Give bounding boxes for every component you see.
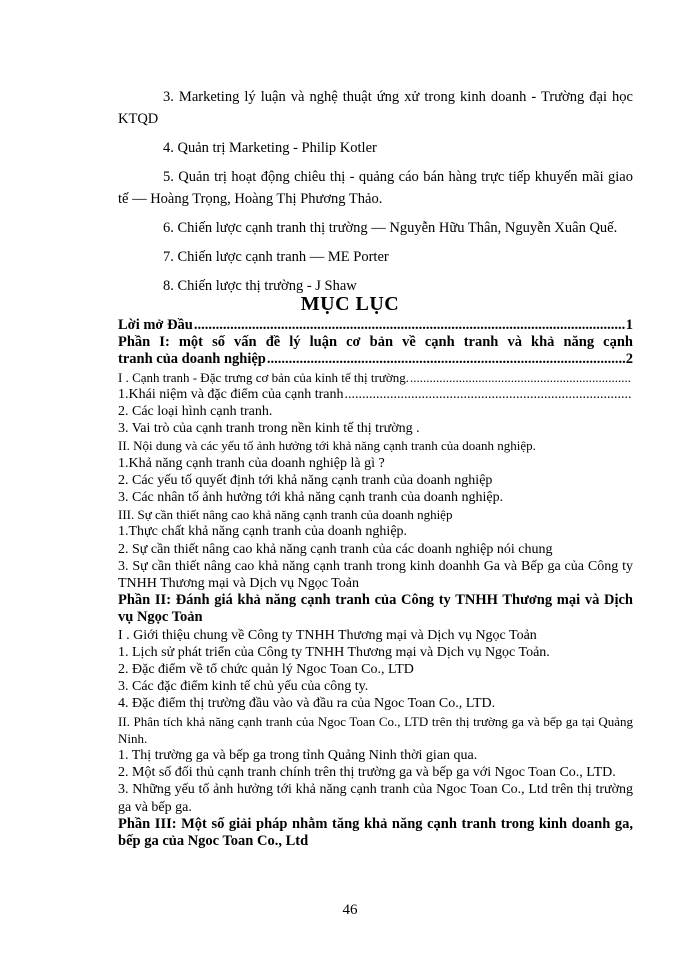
leader-dots xyxy=(410,369,632,386)
reference-item: 7. Chiến lược cạnh tranh — ME Porter xyxy=(163,249,389,265)
toc-entry-text: Lời mở Đầu xyxy=(118,317,193,333)
reference-item: 4. Quản trị Marketing - Philip Kotler xyxy=(163,140,377,156)
toc-subsection: 2. Các loại hình cạnh tranh. xyxy=(118,404,273,420)
leader-dots xyxy=(194,317,625,334)
toc-subsection: 2. Một số đối thủ cạnh tranh chính trên thị trường ga và bếp ga với Ngoc Toan Co., LTD. xyxy=(118,765,616,781)
toc-section: III. Sự cần thiết nâng cao khả năng cạnh tranh của doanh nghiệp xyxy=(118,507,453,523)
leader-dots xyxy=(267,351,625,368)
table-of-contents xyxy=(118,317,633,850)
page-number: 46 xyxy=(342,902,358,918)
toc-section xyxy=(118,369,633,386)
toc-part-heading: Phần III: Một số giải pháp nhằm tăng khả năng cạnh tranh trong kinh doanh ga, bếp ga của Ngoc Toan Co., Ltd xyxy=(118,815,633,850)
reference-item: 3. Marketing lý luận và nghệ thuật ứng xử trong kinh doanh - Trường đại học KTQD xyxy=(118,89,633,127)
toc-part-heading: Phần II: Đánh giá khả năng cạnh tranh của Công ty TNHH Thương mại và Dịch vụ Ngọc Toản xyxy=(118,592,633,626)
toc-subsection: 1. Thị trường ga và bếp ga trong tỉnh Quảng Ninh thời gian qua. xyxy=(118,748,478,764)
toc-subsection: 2. Sự cần thiết nâng cao khả năng cạnh tranh của các doanh nghiệp nói chung xyxy=(118,541,553,557)
reference-item: 5. Quản trị hoạt động chiêu thị - quảng cáo bán hàng trực tiếp khuyến mãi giao tế — Hoàng Trọng, Hoàng Thị Phương Thảo. xyxy=(118,169,633,207)
toc-subsection: 3. Các nhân tố ảnh hưởng tới khả năng cạnh tranh của doanh nghiệp. xyxy=(118,490,504,506)
toc-entry-intro xyxy=(118,317,633,334)
toc-subsection: 3. Các đặc điểm kinh tế chủ yếu của công ty. xyxy=(118,679,369,695)
toc-page-number: 2 xyxy=(625,351,633,368)
toc-title: MỤC LỤC xyxy=(300,293,400,315)
toc-entry-text: I . Cạnh tranh - Đặc trưng cơ bản của kinh tế thị trường. xyxy=(118,369,410,385)
toc-part-heading: Phần I: một số vấn đề lý luận cơ bản về cạnh tranh và khả năng cạnh xyxy=(118,334,633,351)
toc-section: II. Phân tích khả năng cạnh tranh của Ngoc Toan Co., LTD trên thị trường ga và bếp ga tại Quảng Ninh. xyxy=(118,713,633,746)
toc-subsection xyxy=(118,386,633,403)
toc-subsection: 1.Khả năng cạnh tranh của doanh nghiệp là gì ? xyxy=(118,455,385,471)
reference-item: 6. Chiến lược cạnh tranh thị trường — Nguyễn Hữu Thân, Nguyễn Xuân Quế. xyxy=(163,220,618,236)
toc-section: II. Nội dung và các yếu tố ảnh hưởng tới khả năng cạnh tranh của doanh nghiệp. xyxy=(118,438,536,454)
toc-subsection: 2. Các yếu tố quyết định tới khả năng cạnh tranh của doanh nghiệp xyxy=(118,472,493,488)
toc-entry-text: 1.Khái niệm và đặc điểm của cạnh tranh xyxy=(118,386,344,402)
toc-subsection: 4. Đặc điểm thị trường đầu vào và đầu ra của Ngoc Toan Co., LTD. xyxy=(118,696,496,712)
toc-section: I . Giới thiệu chung về Công ty TNHH Thương mại và Dịch vụ Ngọc Toản xyxy=(118,627,537,643)
toc-subsection: 2. Đặc điểm về tổ chức quản lý Ngoc Toan Co., LTD xyxy=(118,662,414,678)
reference-item: 8. Chiến lược thị trường - J Shaw xyxy=(163,278,357,294)
toc-subsection: 3. Vai trò của cạnh tranh trong nền kinh tế thị trường . xyxy=(118,421,420,437)
reference-list xyxy=(118,86,633,304)
leader-dots xyxy=(344,386,632,403)
toc-subsection: 1.Thực chất khả năng cạnh tranh của doanh nghiệp. xyxy=(118,524,408,540)
toc-entry-text: tranh của doanh nghiệp xyxy=(118,351,266,368)
toc-subsection: 1. Lịch sử phát triển của Công ty TNHH Thương mại và Dịch vụ Ngọc Toản. xyxy=(118,644,550,660)
toc-subsection: 3. Những yếu tố ảnh hưởng tới khả năng cạnh tranh của Ngoc Toan Co., Ltd trên thị trường ga và bếp ga. xyxy=(118,782,633,815)
toc-subsection: 3. Sự cần thiết nâng cao khả năng cạnh tranh trong kinh doanhh Ga và Bếp ga của Công ty TNHH Thương mại và Dịch vụ Ngọc Toản xyxy=(118,558,633,592)
toc-part-heading-cont xyxy=(118,351,633,368)
toc-page-number: 1 xyxy=(625,317,633,333)
